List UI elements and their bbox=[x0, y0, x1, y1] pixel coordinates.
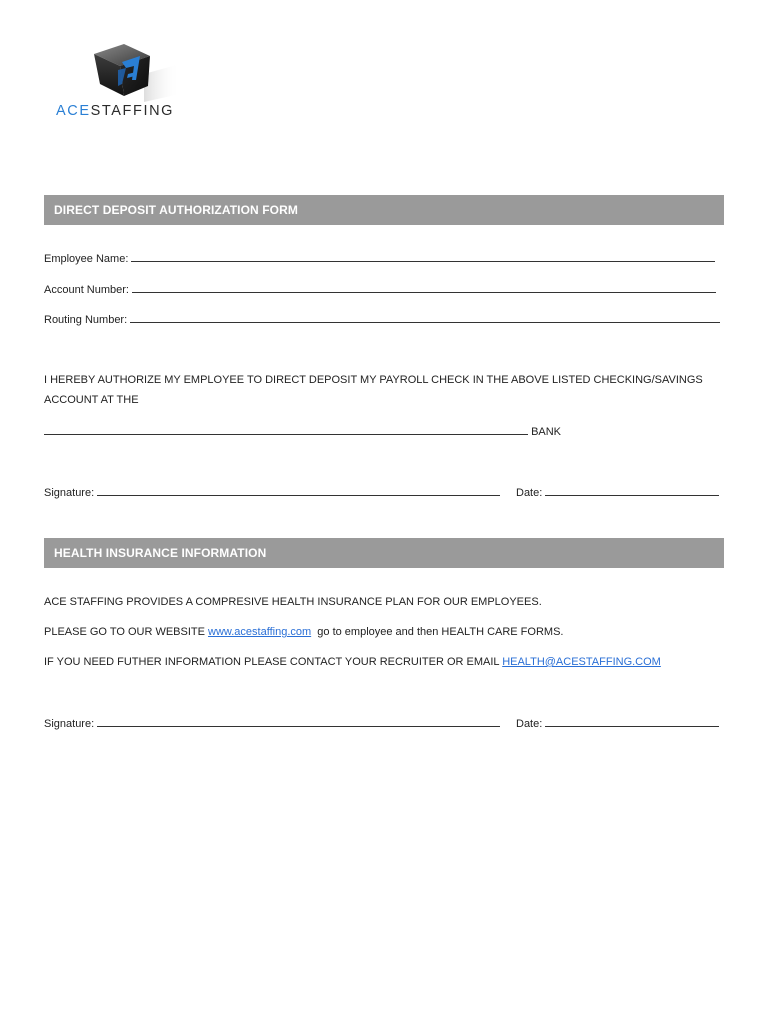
bank-label: BANK bbox=[531, 426, 562, 438]
bank-row bbox=[44, 424, 561, 439]
employee-name-row bbox=[44, 251, 715, 266]
health-signature-row bbox=[44, 716, 500, 731]
health-date-label: Date: bbox=[516, 718, 543, 730]
employee-name-label: Employee Name: bbox=[44, 253, 129, 265]
routing-number-label: Routing Number: bbox=[44, 314, 128, 326]
section-header-direct-deposit: DIRECT DEPOSIT AUTHORIZATION FORM bbox=[44, 195, 724, 225]
deposit-signature-row bbox=[44, 485, 500, 500]
deposit-signature-label: Signature: bbox=[44, 487, 95, 499]
health-line-3-prefix: IF YOU NEED FUTHER INFORMATION PLEASE CONTACT YOUR RECRUITER OR EMAIL bbox=[44, 656, 500, 668]
health-line-1: ACE STAFFING PROVIDES A COMPRESIVE HEALTH INSURANCE PLAN FOR OUR EMPLOYEES. bbox=[44, 596, 542, 608]
health-line-2 bbox=[44, 625, 563, 639]
employee-name-field[interactable] bbox=[131, 251, 715, 262]
deposit-date-label: Date: bbox=[516, 487, 543, 499]
health-date-field[interactable] bbox=[545, 716, 719, 727]
routing-number-row bbox=[44, 312, 720, 327]
email-link[interactable]: HEALTH@ACESTAFFING.COM bbox=[502, 656, 661, 668]
company-name-ace: ACE bbox=[56, 103, 91, 119]
account-number-label: Account Number: bbox=[44, 284, 129, 296]
health-line-2-prefix: PLEASE GO TO OUR WEBSITE bbox=[44, 626, 205, 638]
company-name-staffing: STAFFING bbox=[90, 103, 175, 119]
account-number-field[interactable] bbox=[132, 282, 716, 293]
authorization-text: I HEREBY AUTHORIZE MY EMPLOYEE TO DIRECT DEPOSIT MY PAYROLL CHECK IN THE ABOVE LISTED CHECKING/SAVINGS ACCOUNT AT THE bbox=[44, 374, 703, 406]
health-line-3 bbox=[44, 655, 661, 669]
deposit-date-field[interactable] bbox=[545, 485, 719, 496]
health-signature-label: Signature: bbox=[44, 718, 95, 730]
account-number-row bbox=[44, 282, 716, 297]
company-name bbox=[56, 104, 174, 119]
routing-number-field[interactable] bbox=[130, 312, 720, 323]
deposit-signature-field[interactable] bbox=[97, 485, 500, 496]
section-header-health-insurance: HEALTH INSURANCE INFORMATION bbox=[44, 538, 724, 568]
health-date-row bbox=[516, 716, 719, 731]
website-link[interactable]: www.acestaffing.com bbox=[208, 626, 312, 638]
company-logo bbox=[52, 40, 212, 130]
deposit-date-row bbox=[516, 485, 719, 500]
health-line-2-suffix: go to employee and then HEALTH CARE FORMS. bbox=[317, 626, 564, 638]
bank-name-field[interactable] bbox=[44, 424, 528, 435]
cube-logo-icon bbox=[52, 40, 212, 102]
health-signature-field[interactable] bbox=[97, 716, 500, 727]
